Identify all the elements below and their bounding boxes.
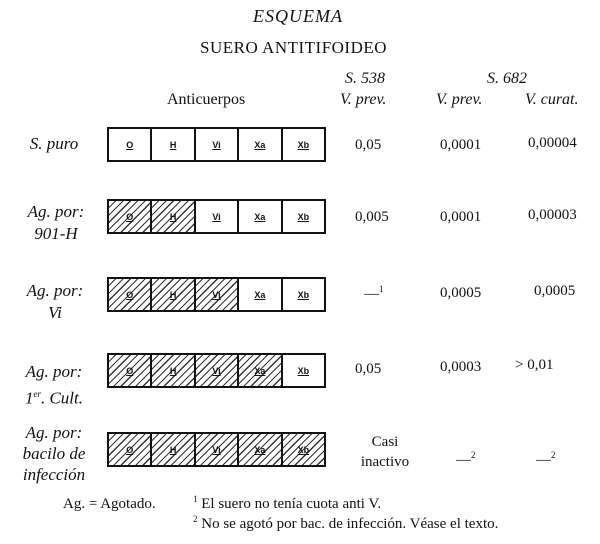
antibody-cell-xa: Xa xyxy=(239,201,282,232)
antibody-cell-xb: Xb xyxy=(283,201,324,232)
antibody-cell-xa: Xa xyxy=(239,355,282,386)
antibody-cell-h: H xyxy=(152,434,195,465)
antibody-cell-xb: Xb xyxy=(283,279,324,310)
row2-label-line1: Ag. por: xyxy=(27,202,85,221)
row5-label-line2: bacilo de xyxy=(22,444,86,463)
row4-label-line2: 1er. Cult. xyxy=(24,388,84,408)
antibody-cell-xa: Xa xyxy=(239,434,282,465)
row-label-bacilo-infeccion xyxy=(6,422,102,485)
row2-label-line2: 901-H xyxy=(34,224,78,243)
antibody-cell-vi: Vi xyxy=(196,434,239,465)
antibody-cell-h: H xyxy=(152,129,195,160)
row4-s538-prev: 0,05 xyxy=(355,361,382,377)
row2-s682-curat: 0,00003 xyxy=(528,207,577,223)
antibody-cell-o: O xyxy=(109,279,152,310)
row-label-901h xyxy=(8,201,104,245)
antibody-bar-row-2 xyxy=(107,199,326,234)
row5-label-line3: infección xyxy=(22,465,86,484)
row1-s682-prev: 0,0001 xyxy=(440,137,482,153)
row5-s682-prev: —$^2$ xyxy=(456,450,476,468)
page-subtitle: SUERO ANTITIFOIDEO xyxy=(200,38,388,57)
row-label-s-puro: S. puro xyxy=(29,134,79,153)
antibody-cell-h: H xyxy=(152,355,195,386)
row-label-1er-cult xyxy=(8,361,100,410)
footnote-2: $^2$ No se agotó por bac. de infección. Véase el texto. xyxy=(193,514,499,532)
antibody-cell-o: O xyxy=(109,355,152,386)
row5-label-line1: Ag. por: xyxy=(25,423,83,442)
antibody-cell-o: O xyxy=(109,201,152,232)
row-label-vi xyxy=(12,280,98,324)
footnote-1: $^1$ El suero no tenía cuota anti V. xyxy=(193,494,382,512)
row4-s682-curat: > 0,01 xyxy=(515,357,554,373)
row1-s538-prev: 0,05 xyxy=(355,137,382,153)
row1-s682-curat: 0,00004 xyxy=(528,135,577,151)
row3-label-line1: Ag. por: xyxy=(26,281,84,300)
row5-s682-curat: —$^2$ xyxy=(536,450,556,468)
antibody-bar-row-1 xyxy=(107,127,326,162)
antibody-cell-vi: Vi xyxy=(196,129,239,160)
antibody-cell-xb: Xb xyxy=(283,434,324,465)
antibody-cell-vi: Vi xyxy=(196,201,239,232)
row4-label-line1: Ag. por: xyxy=(25,362,83,381)
antibody-cell-o: O xyxy=(109,434,152,465)
page-title: ESQUEMA xyxy=(253,6,343,26)
antibody-cell-xa: Xa xyxy=(239,129,282,160)
antibody-bar-row-3 xyxy=(107,277,326,312)
s682-header: S. 682 xyxy=(487,70,527,87)
s682-prev-header: V. prev. xyxy=(436,91,483,108)
antibody-cell-xb: Xb xyxy=(283,355,324,386)
antibody-bar-row-5 xyxy=(107,432,326,467)
antibody-cell-vi: Vi xyxy=(196,355,239,386)
row3-label-line2: Vi xyxy=(48,303,62,322)
row3-s538-prev: —$^1$ xyxy=(364,284,384,302)
s538-prev-header: V. prev. xyxy=(340,91,387,108)
row3-s682-curat: 0,0005 xyxy=(534,283,576,299)
s682-curat-header: V. curat. xyxy=(525,91,579,108)
antibodies-header: Anticuerpos xyxy=(167,91,246,108)
antibody-cell-h: H xyxy=(152,279,195,310)
row2-s682-prev: 0,0001 xyxy=(440,209,482,225)
legend-abbreviation: Ag. = Agotado. xyxy=(63,496,156,512)
antibody-bar-row-4 xyxy=(107,353,326,388)
row5-s538-prev: Casi inactivo xyxy=(360,434,410,470)
antibody-cell-h: H xyxy=(152,201,195,232)
row3-s682-prev: 0,0005 xyxy=(440,285,482,301)
s538-header: S. 538 xyxy=(345,70,385,87)
antibody-cell-xb: Xb xyxy=(283,129,324,160)
row2-s538-prev: 0,005 xyxy=(355,209,389,225)
row4-s682-prev: 0,0003 xyxy=(440,359,482,375)
antibody-cell-vi: Vi xyxy=(196,279,239,310)
antibody-cell-o: O xyxy=(109,129,152,160)
antibody-cell-xa: Xa xyxy=(239,279,282,310)
